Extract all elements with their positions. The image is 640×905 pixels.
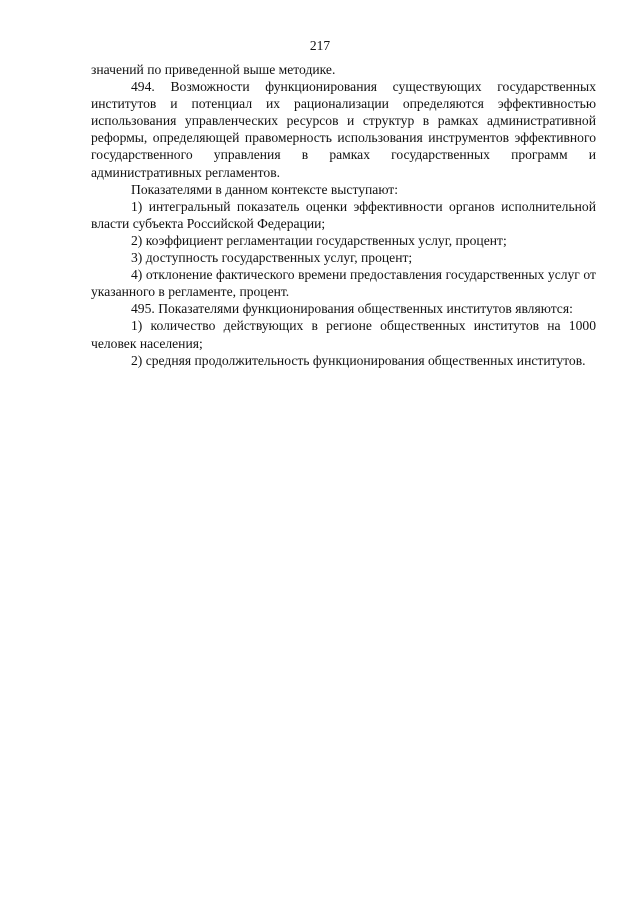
list-item-3: 3) доступность государственных услуг, процент; bbox=[131, 250, 413, 266]
list-item-495-1: 1) количество действующих в регионе общественных институтов на 1000 человек населения; bbox=[91, 318, 596, 351]
list-item-4: 4) отклонение фактического времени предоставления государственных услуг от указанного в регламенте, процент. bbox=[91, 267, 596, 300]
list-item-2: 2) коэффициент регламентации государственных услуг, процент; bbox=[131, 232, 507, 248]
document-body bbox=[91, 61, 596, 369]
page-number: 217 bbox=[309, 38, 331, 53]
list-item-495-2: 2) средняя продолжительность функционирования общественных институтов. bbox=[131, 352, 586, 368]
list-item-1: 1) интегральный показатель оценки эффективности органов исполнительной власти субъекта Российской Федерации; bbox=[91, 198, 596, 231]
paragraph-continuation: значений по приведенной выше методике. bbox=[91, 62, 336, 77]
paragraph-494: 494. Возможности функционирования существующих государственных институтов и потенциал их рационализации определяются эффективностью использования управленческих ресурсов и структур в рамках административной реформы, определяющей правомерность использования инструментов эффективного государственного управления в рамках государственных программ и административных регламентов. bbox=[91, 79, 596, 180]
paragraph-495: 495. Показателями функционирования общественных институтов являются: bbox=[131, 301, 573, 317]
paragraph-indicators-intro: Показателями в данном контексте выступают: bbox=[131, 181, 399, 197]
